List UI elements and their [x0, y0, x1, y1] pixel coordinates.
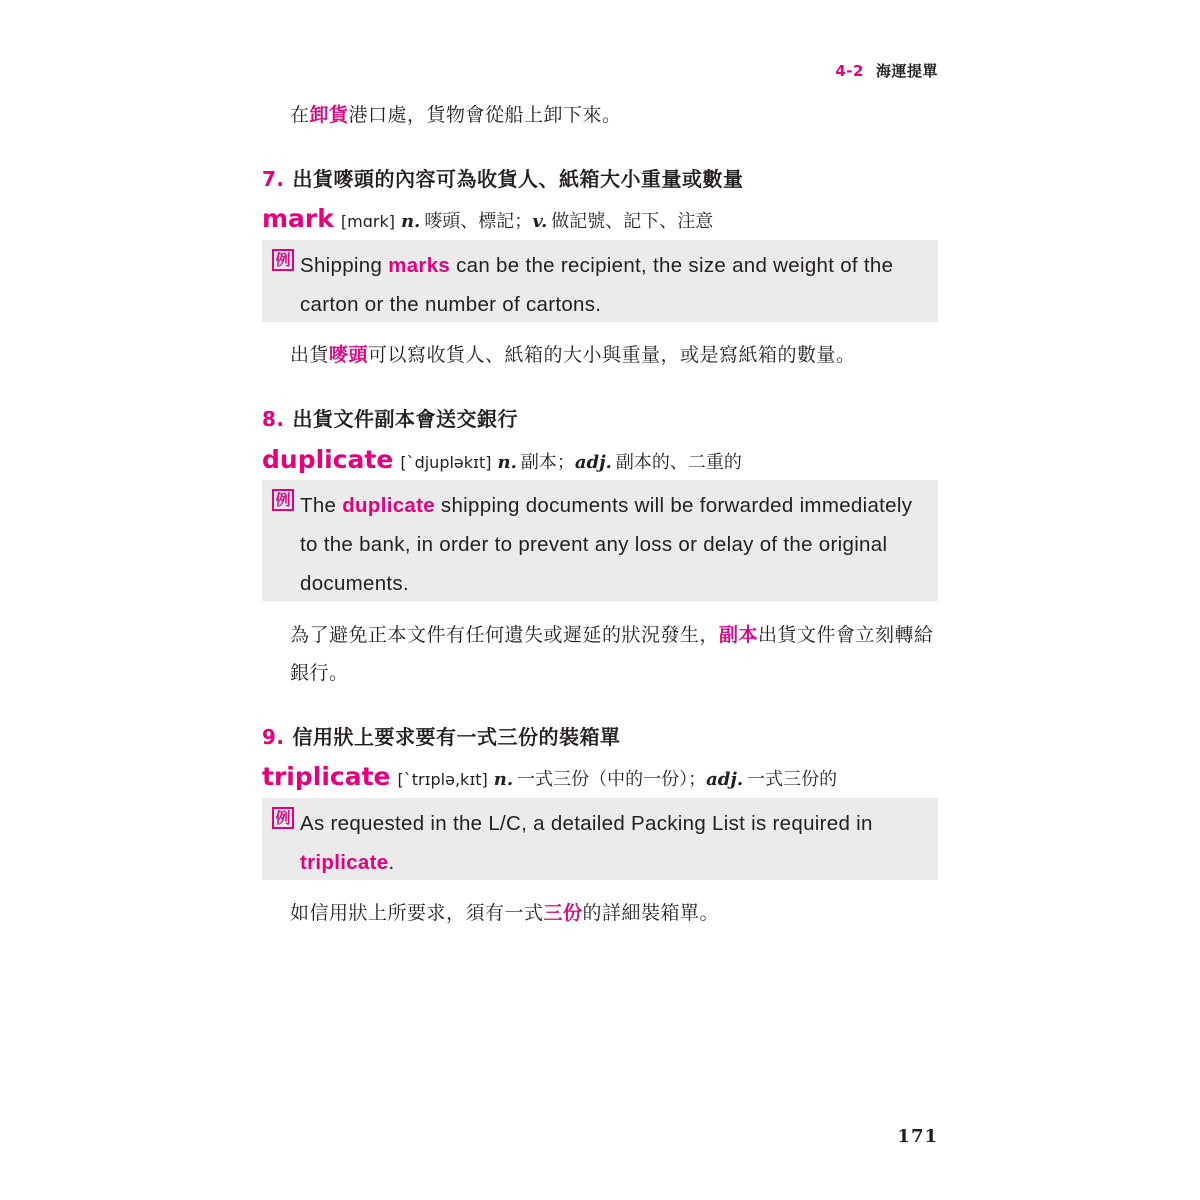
highlight-term: duplicate — [342, 494, 435, 517]
section-number: 4-2 — [835, 62, 864, 80]
example-sentence: As requested in the L/C, a detailed Packing List is required in triplicate. — [300, 812, 873, 874]
highlight-term: 三份 — [543, 902, 583, 924]
running-header — [835, 60, 938, 81]
entry-heading-8 — [262, 404, 518, 434]
entry-heading-text: 出貨嘜頭的內容可為收貨人、紙箱大小重量或數量 — [292, 167, 744, 191]
example-box-mark — [262, 240, 938, 322]
example-sentence: Shipping marks can be the recipient, the size and weight of the carton or the number of cartons. — [300, 254, 894, 316]
vocab-word: duplicate — [262, 445, 394, 474]
part-of-speech: n. — [400, 211, 421, 232]
part-of-speech: adj. — [706, 769, 744, 790]
phonetic: [ˋtrɪplə,kɪt] — [397, 770, 488, 789]
entry-number: 8. — [262, 407, 285, 431]
entry-heading-9 — [262, 722, 621, 752]
vocab-line-duplicate — [262, 445, 742, 478]
highlight-term: triplicate — [300, 851, 389, 874]
translation-triplicate: 如信用狀上所要求，須有一式三份的詳細裝箱單。 — [290, 902, 720, 924]
example-icon: 例 — [272, 489, 294, 511]
definition: 一式三份（中的一份）； — [517, 769, 707, 790]
part-of-speech: v. — [532, 211, 548, 232]
highlight-term: 副本 — [719, 624, 759, 646]
definition: 一式三份的 — [747, 769, 838, 790]
part-of-speech: n. — [493, 769, 514, 790]
definition: 副本的、二重的 — [615, 452, 742, 473]
vocab-word: mark — [262, 204, 334, 233]
vocab-word: triplicate — [262, 762, 391, 791]
translation-mark: 出貨嘜頭可以寫收貨人、紙箱的大小與重量，或是寫紙箱的數量。 — [290, 344, 856, 366]
example-icon: 例 — [272, 249, 294, 271]
intro-translation: 在卸貨港口處，貨物會從船上卸下來。 — [290, 104, 622, 126]
phonetic: [ˋdjupləkɪt] — [400, 453, 492, 472]
translation-duplicate: 為了避免正本文件有任何遺失或遲延的狀況發生，副本出貨文件會立刻轉給銀行。 — [290, 624, 934, 684]
entry-number: 9. — [262, 725, 285, 749]
example-sentence: The duplicate shipping documents will be forwarded immediately to the bank, in order to prevent any loss or delay of the original documents. — [300, 494, 913, 595]
highlight-term: 嘜頭 — [329, 344, 369, 366]
highlight-term: marks — [388, 254, 451, 277]
example-icon: 例 — [272, 807, 294, 829]
section-title: 海運提單 — [875, 62, 938, 80]
definition: 副本； — [520, 452, 575, 473]
phonetic: [mɑrk] — [340, 212, 395, 231]
definition: 嘜頭、標記； — [424, 211, 533, 232]
highlight-term: 卸貨 — [309, 104, 349, 126]
vocab-line-mark — [262, 204, 713, 237]
entry-heading-text: 出貨文件副本會送交銀行 — [292, 407, 519, 431]
page-number: 171 — [897, 1126, 938, 1147]
example-box-duplicate — [262, 480, 938, 601]
definition: 做記號、記下、注意 — [551, 211, 714, 232]
part-of-speech: adj. — [574, 452, 612, 473]
example-box-triplicate — [262, 798, 938, 880]
entry-heading-text: 信用狀上要求要有一式三份的裝箱單 — [292, 725, 621, 749]
entry-number: 7. — [262, 167, 285, 191]
entry-heading-7 — [262, 164, 744, 194]
vocab-line-triplicate — [262, 762, 837, 795]
part-of-speech: n. — [497, 452, 517, 473]
